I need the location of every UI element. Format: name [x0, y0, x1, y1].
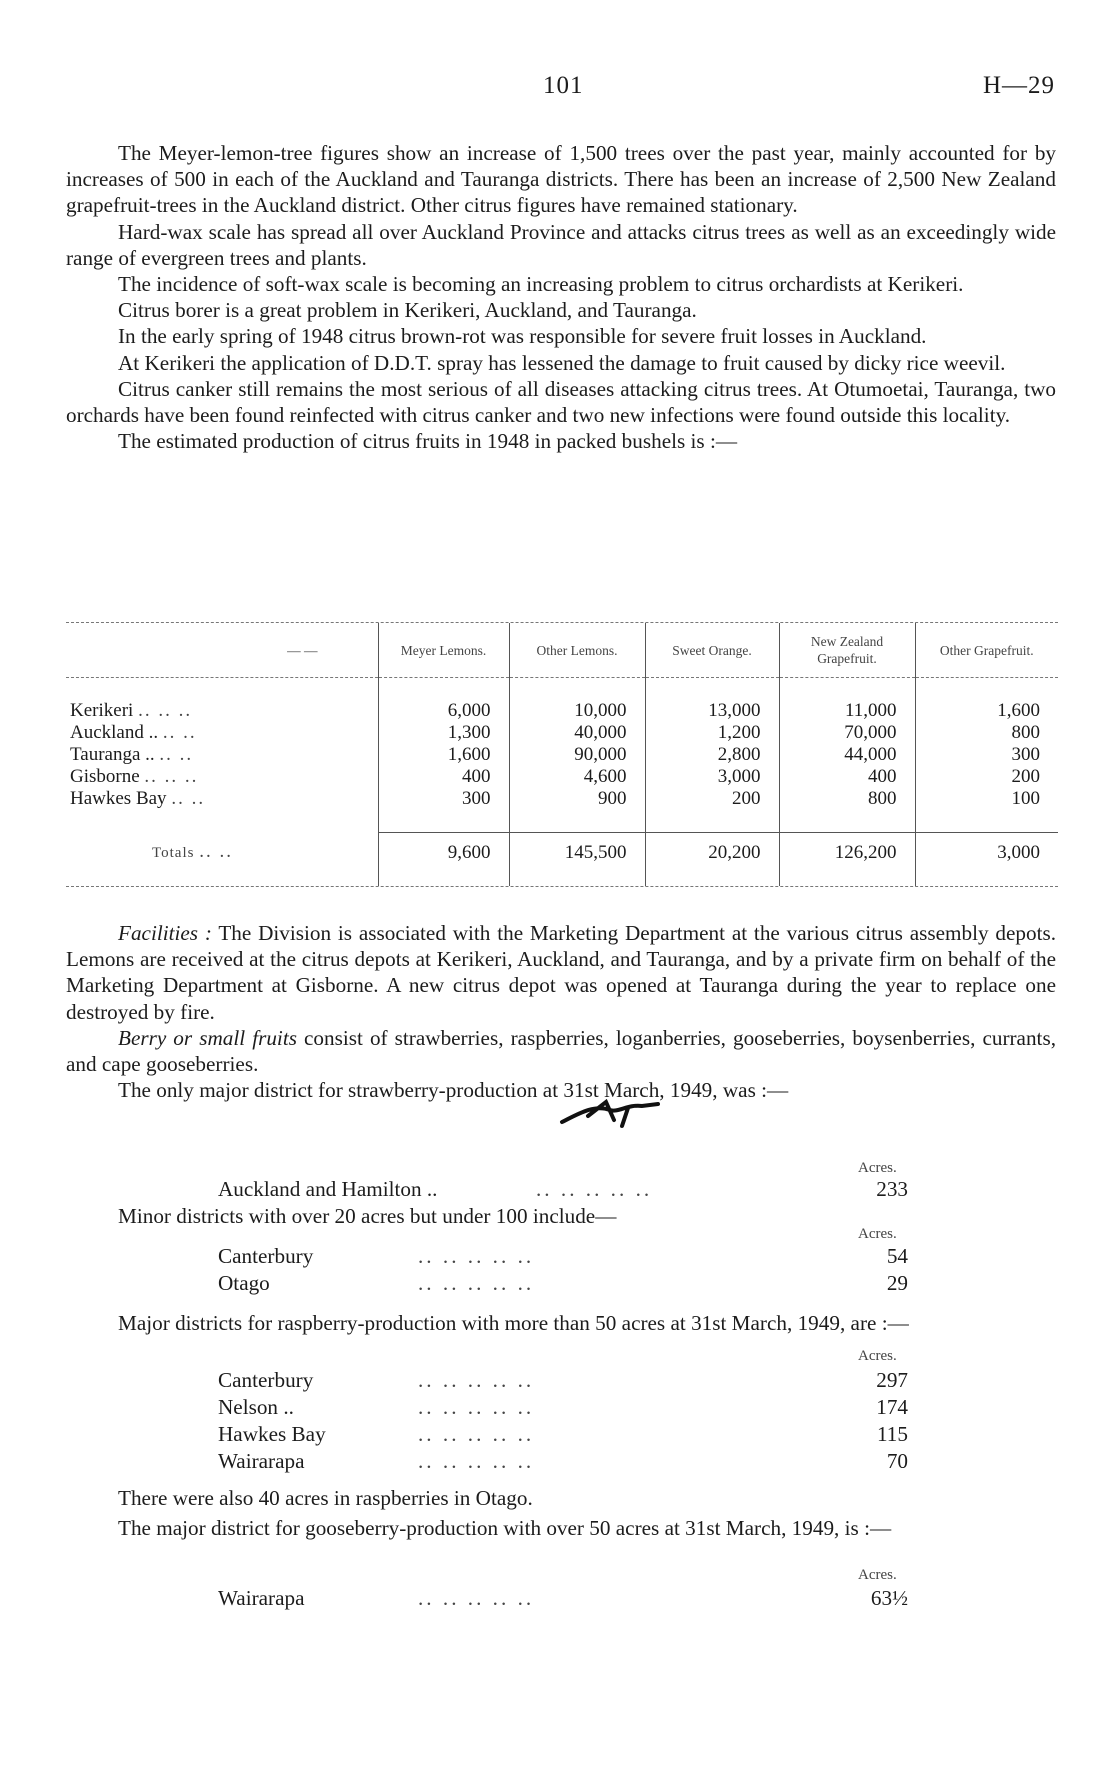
district-name: Canterbury [218, 1368, 314, 1392]
district-name: Wairarapa [218, 1449, 305, 1473]
strawberry-intro: The only major district for strawberry-production at 31st March, 1949, was :— [118, 1078, 789, 1103]
district-name: Auckland and Hamilton .. [218, 1177, 438, 1201]
gooseberry-intro: The major district for gooseberry-production with over 50 acres at 31st March, 1949, is :— [118, 1516, 892, 1541]
table-corner: — — [287, 642, 318, 658]
cell-value: 90,000 [509, 744, 645, 766]
berry-body: consist of strawberries, raspberries, loganberries, gooseberries, boysenberries, currants, and cape gooseberries. [66, 1025, 1056, 1077]
cell-value: 200 [915, 766, 1058, 788]
paragraph-citrus-borer: Citrus borer is a great problem in Kerikeri, Auckland, and Tauranga. [118, 298, 697, 323]
district-name: Canterbury [218, 1244, 314, 1268]
row-district: Gisborne [70, 766, 140, 787]
cell-value: 1,600 [915, 700, 1058, 722]
leader-dots: .. .. .. .. .. [418, 1395, 535, 1419]
cell-value: 3,000 [645, 766, 779, 788]
leader-dots: .. .. .. .. .. [418, 1368, 535, 1392]
cell-value: 40,000 [509, 722, 645, 744]
cell-value: 900 [509, 788, 645, 810]
cell-value: 13,000 [645, 700, 779, 722]
row-leader: .. .. .. [144, 766, 199, 787]
total-value: 9,600 [378, 841, 509, 864]
list-item [218, 1270, 908, 1297]
cell-value: 800 [915, 722, 1058, 744]
cell-value: 300 [378, 788, 509, 810]
facilities-heading: Facilities : [118, 921, 212, 945]
totals-leader: .. .. [199, 841, 233, 862]
leader-dots: .. .. .. .. .. [536, 1177, 653, 1201]
strawberry-minor-list [218, 1243, 908, 1297]
table-bottom-rule [66, 886, 1058, 887]
cell-value: 11,000 [779, 700, 915, 722]
cell-value: 2,800 [645, 744, 779, 766]
minor-districts-intro: Minor districts with over 20 acres but under 100 include— [118, 1204, 617, 1228]
leader-dots: .. .. .. .. .. [418, 1449, 535, 1473]
list-item [218, 1448, 908, 1475]
acres-value: 54 [886, 1244, 908, 1268]
table-row [66, 766, 1058, 788]
acres-value: 115 [877, 1422, 908, 1446]
totals-row [66, 841, 1058, 864]
paragraph-hard-wax-scale: Hard-wax scale has spread all over Auckland Province and attacks citrus trees as well as an exceedingly wide range of evergreen trees and plants. [66, 219, 1056, 270]
district-name: Nelson .. [218, 1395, 294, 1419]
paragraph-production-intro: The estimated production of citrus fruits in 1948 in packed bushels is :— [118, 429, 738, 454]
cell-value: 6,000 [378, 700, 509, 722]
acres-value: 233 [876, 1177, 908, 1201]
list-item [218, 1176, 908, 1203]
list-item [218, 1394, 908, 1421]
totals-label: Totals [152, 845, 195, 861]
facilities-berries-text [66, 920, 1056, 1103]
list-item [218, 1585, 908, 1612]
row-district: Auckland .. [70, 722, 159, 743]
paragraph-meyer-lemon: The Meyer-lemon-tree figures show an increase of 1,500 trees over the past year, mainly accounted for by increases of 500 in each of the Auckland and Tauranga districts. There has been an increase of 2,500 New Zealand grapefruit-trees in the Auckland district. Other citrus figures have remained stationary. [66, 141, 1056, 218]
acres-header-strawberry: Acres. [858, 1160, 897, 1176]
paragraph-berry-fruits [66, 1025, 1056, 1077]
cell-value: 100 [915, 788, 1058, 810]
citrus-production-table [66, 622, 1058, 887]
raspberry-otago-note: There were also 40 acres in raspberries in Otago. [118, 1486, 533, 1510]
cell-value: 400 [779, 766, 915, 788]
total-value: 20,200 [645, 841, 779, 864]
raspberry-intro: Major districts for raspberry-production with more than 50 acres at 31st March, 1949, are :— [118, 1311, 909, 1335]
table-row [66, 744, 1058, 766]
leader-dots: .. .. .. .. .. [418, 1244, 535, 1268]
list-item [218, 1243, 908, 1270]
list-item [218, 1421, 908, 1448]
row-leader: .. .. [171, 788, 206, 809]
raspberry-intro-wrap [66, 1310, 1056, 1336]
table-row [66, 788, 1058, 810]
column-header-nz-grapefruit: New Zealand Grapefruit. [779, 623, 915, 678]
list-item [218, 1367, 908, 1394]
document-code: H—29 [982, 72, 1055, 99]
row-leader: .. .. .. [138, 700, 193, 721]
total-value: 145,500 [509, 841, 645, 864]
cell-value: 300 [915, 744, 1058, 766]
cell-value: 1,600 [378, 744, 509, 766]
acres-header-gooseberry: Acres. [858, 1567, 897, 1583]
cell-value: 800 [779, 788, 915, 810]
table-row [66, 722, 1058, 744]
cell-value: 70,000 [779, 722, 915, 744]
acres-value: 174 [876, 1395, 908, 1419]
total-value: 3,000 [915, 841, 1058, 864]
facilities-body: The Division is associated with the Marketing Department at the various citrus assembly depots. Lemons are received at the citrus depots at Kerikeri, Auckland, and Tauranga, and by a private firm on behalf of the Marketing Department at Gisborne. A new citrus depot was opened at Tauranga during the year to replace one destroyed by fire. [66, 921, 1057, 1024]
row-leader: .. .. [162, 722, 197, 743]
acres-value: 63½ [870, 1586, 908, 1610]
paragraph-citrus-canker: Citrus canker still remains the most serious of all diseases attacking citrus trees. At Otumoetai, Tauranga, two orchards have been found reinfected with citrus canker and two new infections were found outside this locality. [66, 376, 1056, 428]
acres-header-minor: Acres. [858, 1226, 897, 1242]
column-header-other-lemons: Other Lemons. [509, 623, 645, 678]
district-name: Wairarapa [218, 1586, 305, 1610]
ink-scribble-mark [558, 1098, 663, 1130]
cell-value: 1,200 [645, 722, 779, 744]
row-leader: .. .. [159, 744, 194, 765]
cell-value: 4,600 [509, 766, 645, 788]
strawberry-major-list [218, 1176, 908, 1203]
cell-value: 10,000 [509, 700, 645, 722]
acres-header-raspberry: Acres. [858, 1348, 897, 1364]
row-district: Kerikeri [70, 700, 134, 721]
cell-value: 1,300 [378, 722, 509, 744]
row-district: Hawkes Bay [70, 788, 167, 809]
page-number: 101 [543, 72, 584, 99]
column-header-meyer-lemons: Meyer Lemons. [378, 623, 509, 678]
cell-value: 400 [378, 766, 509, 788]
cell-value: 44,000 [779, 744, 915, 766]
acres-value: 297 [876, 1368, 908, 1392]
paragraph-facilities [66, 920, 1056, 1025]
leader-dots: .. .. .. .. .. [418, 1586, 535, 1610]
district-name: Otago [218, 1271, 270, 1295]
berry-heading: Berry or small fruits [118, 1025, 297, 1050]
row-district: Tauranga .. [70, 744, 155, 765]
raspberry-list [218, 1367, 908, 1475]
citrus-report-text [66, 140, 1056, 454]
leader-dots: .. .. .. .. .. [418, 1422, 535, 1446]
gooseberry-text [66, 1485, 1056, 1541]
paragraph-soft-wax-scale: The incidence of soft-wax scale is becoming an increasing problem to citrus orchardists at Kerikeri. [118, 272, 964, 297]
total-value: 126,200 [779, 841, 915, 864]
district-name: Hawkes Bay [218, 1422, 326, 1446]
minor-districts-intro-wrap [66, 1203, 1056, 1229]
gooseberry-list [218, 1585, 908, 1612]
paragraph-brown-rot: In the early spring of 1948 citrus brown-rot was responsible for severe fruit losses in Auckland. [118, 324, 927, 349]
table-row [66, 700, 1058, 722]
leader-dots: .. .. .. .. .. [418, 1271, 535, 1295]
acres-value: 29 [886, 1271, 908, 1295]
paragraph-ddt-spray: At Kerikeri the application of D.D.T. spray has lessened the damage to fruit caused by dicky rice weevil. [118, 350, 1006, 375]
column-header-other-grapefruit: Other Grapefruit. [915, 623, 1058, 678]
cell-value: 200 [645, 788, 779, 810]
column-header-sweet-orange: Sweet Orange. [645, 623, 779, 678]
acres-value: 70 [886, 1449, 908, 1473]
